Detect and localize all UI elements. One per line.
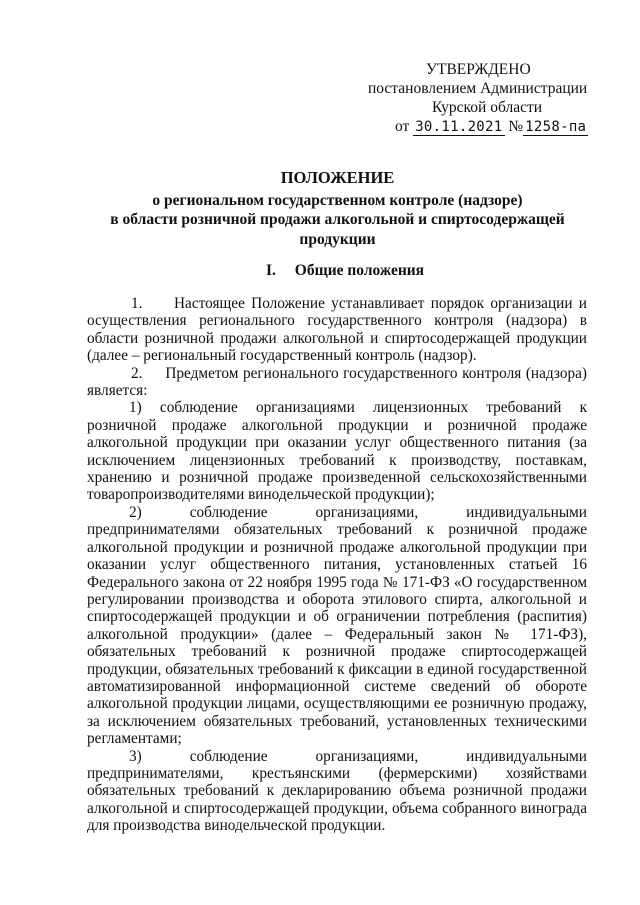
title-line-3: продукции [299, 230, 376, 248]
approval-date-line [360, 117, 590, 137]
document-title [60, 168, 615, 249]
approval-number: 1258-па [525, 119, 587, 135]
paragraph: 2) соблюдение организациями, индивидуальными предпринимателями обязательных требований к розничной продаже алкогольной продукции и розничной продаже алкогольной продукции при оказании услуг общественного питания, установленных статьей 16 Федерального закона от 22 ноября 1995 года № 171-ФЗ «О государственном регулировании производства и оборота этилового спирта, алкогольной и спиртосодержащей продукции и об ограничении потребления (распития) алкогольной продукции» (далее – Федеральный закон № 171-ФЗ), обязательных требований к розничной продаже спиртосодержащей продукции, обязательных требований к фиксации в единой государственной автоматизированной информационной системе сведений об обороте алкогольной продукции лицами, осуществляющими ее розничную продажу, за исключением обязательных требований, установленных техническими регламентами; [87, 503, 587, 748]
paragraph: 2. Предметом регионального государственного контроля (надзора) является: [87, 364, 587, 400]
approval-date: 30.11.2021 [415, 119, 503, 135]
title-main: ПОЛОЖЕНИЕ [280, 168, 395, 187]
approval-decree: постановлением Администрации [368, 80, 588, 97]
number-sign: № [508, 118, 524, 135]
approved-label: УТВЕРЖДЕНО [426, 61, 531, 78]
date-prefix: от [395, 118, 410, 135]
paragraph: 1) соблюдение организациями лицензионных требований к розничной продаже алкогольной продукции и розничной продаже алкогольной продукции при оказании услуг общественного питания (за исключением лицензионных требований к производству, поставкам, хранению и розничной продаже произведенной сельскохозяйственными товаропроизводителями винодельческой продукции); [87, 399, 587, 504]
section-title: Общие положения [294, 262, 425, 279]
paragraph: 1. Настоящее Положение устанавливает порядок организации и осуществления регионального государственного контроля (надзора) в области розничной продажи алкогольной и спиртосодержащей продукции (далее – региональный государственный контроль (надзор). [87, 295, 587, 365]
section-number: I. [265, 262, 276, 279]
approval-stamp-block [360, 60, 590, 137]
section-heading [60, 262, 615, 280]
paragraph: 3) соблюдение организациями, индивидуальными предпринимателями, крестьянскими (фермерскими) хозяйствами обязательных требований к декларированию объема розничной продажи алкогольной и спиртосодержащей продукции, объема собранного винограда для производства винодельческой продукции. [87, 747, 587, 835]
approval-region: Курской области [432, 99, 543, 116]
document-body [87, 295, 587, 835]
title-line-2: в области розничной продажи алкогольной и спиртосодержащей [110, 211, 565, 228]
title-line-1: о региональном государственном контроле (надзоре) [152, 191, 523, 209]
